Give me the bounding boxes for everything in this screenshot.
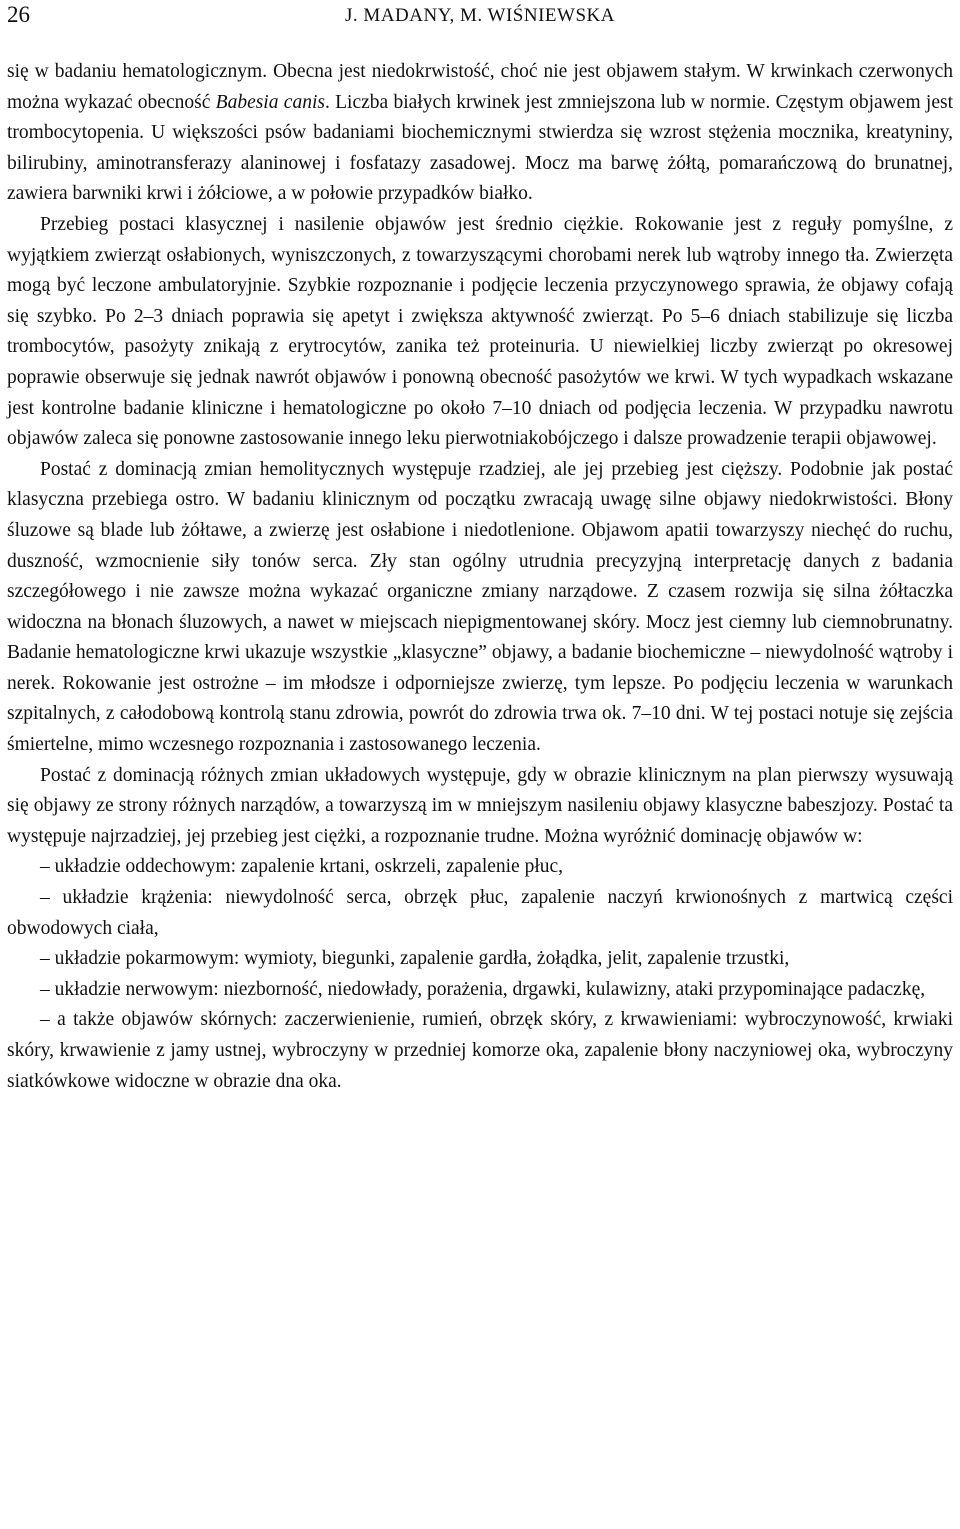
body-text: [7, 57, 953, 1097]
list-item: – układzie oddechowym: zapalenie krtani, oskrzeli, zapalenie płuc,: [40, 856, 564, 878]
paragraph-1-post: . Liczba białych krwinek jest zmniejszona lub w normie. Częstym objawem jest trombocytopenia. U większości psów badaniami biochemicznymi stwierdza się wzrost stężenia mocznika, kreatyniny, bilirubiny, aminotransferazy alaninowej i fosfatazy zasadowej. Mocz ma barwę żółtą, pomarańczową do brunatnej, zawiera barwniki krwi i żółciowe, a w połowie przypadków białko.: [7, 91, 953, 205]
paragraph-4: Postać z dominacją różnych zmian układowych występuje, gdy w obrazie klinicznym na plan pierwszy wysuwają się objawy ze strony różnych narządów, a towarzyszą im w mniejszym nasileniu objawy klasyczne babeszjozy. Postać ta występuje najrzadziej, jej przebieg jest ciężki, a rozpoznanie trudne. Można wyróżnić dominację objawów w:: [7, 764, 953, 847]
paragraph-2: Przebieg postaci klasycznej i nasilenie objawów jest średnio ciężkie. Rokowanie jest z reguły pomyślne, z wyjątkiem zwierząt osłabionych, wyniszczonych, z towarzyszącymi chorobami nerek lub wątroby innego tła. Zwierzęta mogą być leczone ambulatoryjnie. Szybkie rozpoznanie i podjęcie leczenia przyczynowego sprawia, że objawy cofają się szybko. Po 2–3 dniach poprawia się apetyt i zwiększa aktywność zwierząt. Po 5–6 dniach stabilizuje się liczba trombocytów, pasożyty znikają z erytrocytów, zanika też proteinuria. U niewielkiej liczby zwierząt po okresowej poprawie obserwuje się jednak nawrót objawów i ponowną obecność pasożytów we krwi. W tych wypadkach wskazane jest kontrolne badanie kliniczne i hematologiczne po około 7–10 dniach od podjęcia leczenia. W przypadku nawrotu objawów zaleca się ponowne zastosowanie innego leku pierwotniakobójczego i dalsze prowadzenie terapii objawowej.: [7, 213, 953, 450]
list-item: – układzie pokarmowym: wymioty, biegunki, zapalenie gardła, żołądka, jelit, zapalenie trzustki,: [40, 948, 790, 970]
list-item: – a także objawów skórnych: zaczerwienienie, rumień, obrzęk skóry, z krwawieniami: wybroczynowość, krwiaki skóry, krwawienie z jamy ustnej, wybroczyny w przedniej komorze oka, zapalenie błony naczyniowej oka, wybroczyny siatkówkowe widoczne w obrazie dna oka.: [7, 1009, 953, 1092]
paragraph-3: Postać z dominacją zmian hemolitycznych występuje rzadziej, ale jej przebieg jest cięższy. Podobnie jak postać klasyczna przebiega ostro. W badaniu klinicznym od początku zwracają uwagę silne objawy niedokrwistości. Błony śluzowe są blade lub żółtawe, a zwierzę jest osłabione i niedotlenione. Objawom apatii towarzyszy niechęć do ruchu, duszność, wzmocnienie siły tonów serca. Zły stan ogólny utrudnia precyzyjną interpretację danych z badania szczegółowego i nie zawsze można wykazać organiczne zmiany narządowe. Z czasem rozwija się silna żółtaczka widoczna na błonach śluzowych, a nawet w miejscach niepigmentowanej skóry. Mocz jest ciemny lub ciemnobrunatny. Badanie hematologiczne krwi ukazuje wszystkie „klasyczne” objawy, a badanie biochemiczne – niewydolność wątroby i nerek. Rokowanie jest ostrożne – im młodsze i odporniejsze zwierzę, tym lepsze. Po podjęciu leczenia w warunkach szpitalnych, z całodobową kontrolą stanu zdrowia, powrót do zdrowia trwa ok. 7–10 dni. W tej postaci notuje się zejścia śmiertelne, mimo wczesnego rozpoznania i zastosowanego leczenia.: [7, 458, 953, 756]
list-item: – układzie nerwowym: niezborność, niedowłady, porażenia, drgawki, kulawizny, ataki przypominające padaczkę,: [40, 978, 926, 1000]
page: [7, 0, 953, 1097]
paragraph-1-pre: się w badaniu hematologicznym. Obecna jest niedokrwistość, choć nie jest objawem stałym. W krwinkach czerwonych można wykazać obecność: [7, 61, 953, 113]
page-number: 26: [7, 2, 30, 27]
running-head: J. MADANY, M. WIŚNIEWSKA: [345, 5, 615, 26]
paragraph-1: [7, 57, 953, 210]
page-header: [7, 0, 953, 44]
list-item: – układzie krążenia: niewydolność serca, obrzęk płuc, zapalenie naczyń krwionośnych z martwicą części obwodowych ciała,: [7, 887, 953, 939]
species-name: Babesia canis: [215, 91, 325, 113]
